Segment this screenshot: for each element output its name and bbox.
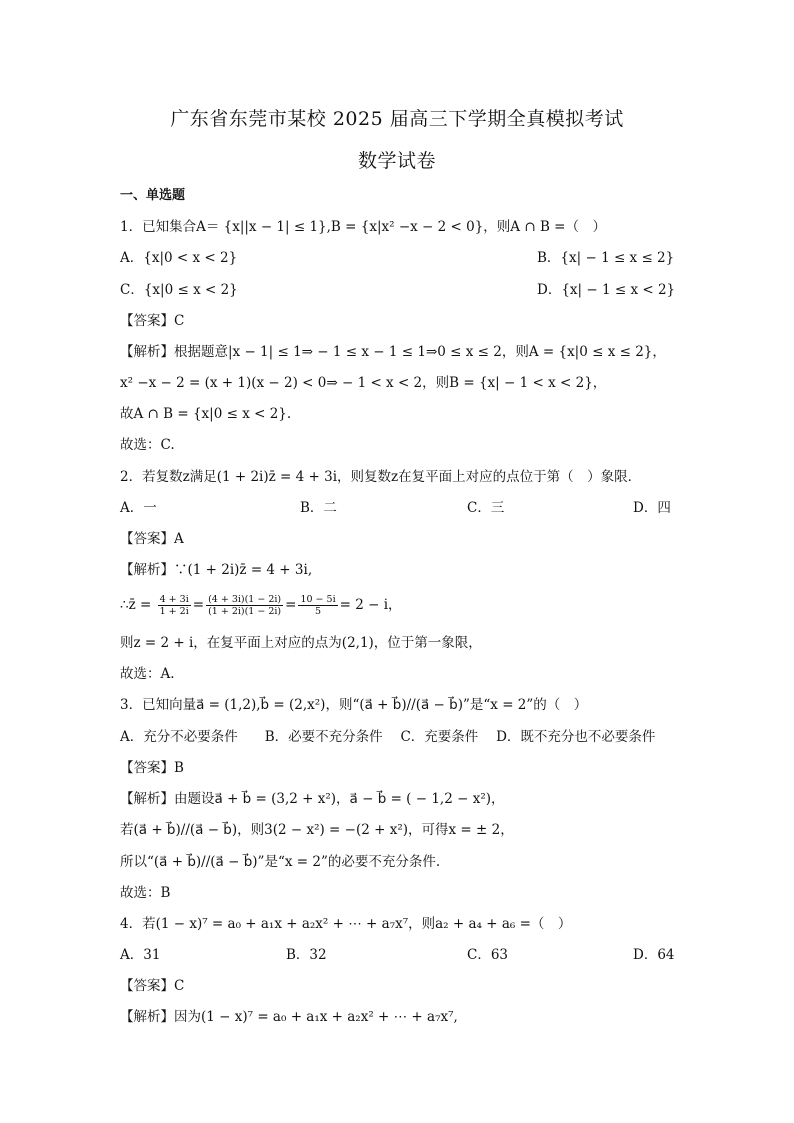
q2-explanation-3: 则z = 2 + i，在复平面上对应的点为(2,1)，位于第一象限， [120,635,482,651]
fraction-numerator: 10 − 5i [300,594,336,605]
q2-answer: 【答案】A [120,531,184,547]
q2-option-c: C．三 [467,500,505,516]
q3-explanation-4: 故选：B [120,885,171,901]
q3-options: A．充分不必要条件 B．必要不充分条件 C．充要条件 D．既不充分也不必要条件 [120,729,656,745]
q2-explanation-2: ∴z̄ = $\frac{4 + 3i}{1 + 2i}$ = $\frac{(4 + 3i)(1 - 2i)}{(1 + 2i)(1 - 2i)}$ = $\frac{10 - 5i}{5}$ = 2 − i， [120,594,402,617]
q4-option-a: A．31 [120,947,161,963]
q2-option-a: A．一 [120,500,157,516]
fraction-denominator: 5 [315,606,322,617]
fraction [206,594,283,617]
q1-option-a: A．{x|0 < x < 2} [120,250,238,266]
q4-option-b: B．32 [286,947,327,963]
fraction-numerator: 4 + 3i [159,594,189,605]
q1-option-b: B．{x| − 1 ≤ x ≤ 2} [537,250,675,266]
q1-answer: 【答案】C [120,313,185,329]
exam-title: 广东省东莞市某校 2025 届高三下学期全真模拟考试 [170,108,624,130]
q3-answer: 【答案】B [120,760,184,776]
q3-explanation-3: 所以“(a⃗ + b⃗)//(a⃗ − b⃗)”是“x = 2”的必要不充分条件. [120,854,441,870]
q2-exp2-prefix: ∴z̄ = [120,597,156,613]
q4-answer: 【答案】C [120,978,185,994]
q2-explanation-1: 【解析】∵(1 + 2i)z̄ = 4 + 3i, [120,562,313,578]
q3-explanation-1: 【解析】由题设a⃗ + b⃗ = (3,2 + x²)，a⃗ − b⃗ = ( − 1,2 − x²)， [120,791,505,807]
q2-exp2-suffix: = 2 − i， [339,597,402,613]
q4-stem: 4．若(1 − x)⁷ = a₀ + a₁x + a₂x² + ⋯ + a₇x⁷，则a₂ + a₄ + a₆ =（ ） [120,916,572,932]
q3-explanation-2: 若(a⃗ + b⃗)//(a⃗ − b⃗)，则3(2 − x²) = −(2 + x²)，可得x = ± 2， [120,822,514,838]
q1-stem: 1．已知集合A＝ {x||x − 1| ≤ 1},B = {x|x² −x − 2 < 0}，则A ∩ B =（ ） [120,219,606,235]
q1-explanation-2: x² −x − 2 = (x + 1)(x − 2) < 0⇒ − 1 < x < 2，则B = {x| − 1 < x < 2}， [120,375,607,391]
q1-explanation-1: 【解析】根据题意|x − 1| ≤ 1⇒ − 1 ≤ x − 1 ≤ 1⇒0 ≤ x ≤ 2，则A = {x|0 ≤ x ≤ 2}， [120,344,666,360]
q4-explanation-1: 【解析】因为(1 − x)⁷ = a₀ + a₁x + a₂x² + ⋯ + a₇x⁷, [120,1009,458,1025]
q2-explanation-4: 故选：A. [120,666,175,682]
q2-option-d: D．四 [633,500,671,516]
q3-stem: 3．已知向量a⃗ = (1,2),b⃗ = (2,x²)，则“(a⃗ + b⃗)//(a⃗ − b⃗)”是“x = 2”的（ ） [120,697,588,713]
q1-explanation-3: 故A ∩ B = {x|0 ≤ x < 2}. [120,406,292,422]
fraction [298,594,337,617]
q1-explanation-4: 故选：C. [120,437,175,453]
section-heading: 一、单选题 [120,188,186,203]
fraction-denominator: 1 + 2i [159,606,189,617]
exam-subtitle: 数学试卷 [357,150,436,172]
fraction [158,594,191,617]
fraction-denominator: (1 + 2i)(1 − 2i) [208,606,282,617]
fraction-numerator: (4 + 3i)(1 − 2i) [208,594,282,605]
q2-option-b: B．二 [300,500,337,516]
q2-stem: 2．若复数z满足(1 + 2i)z̄ = 4 + 3i，则复数z在复平面上对应的点位于第（ ）象限． [120,469,642,485]
q1-option-c: C．{x|0 ≤ x < 2} [120,282,238,298]
q1-option-d: D．{x| − 1 ≤ x < 2} [537,282,676,298]
q4-option-d: D．64 [633,947,675,963]
q4-option-c: C．63 [467,947,509,963]
